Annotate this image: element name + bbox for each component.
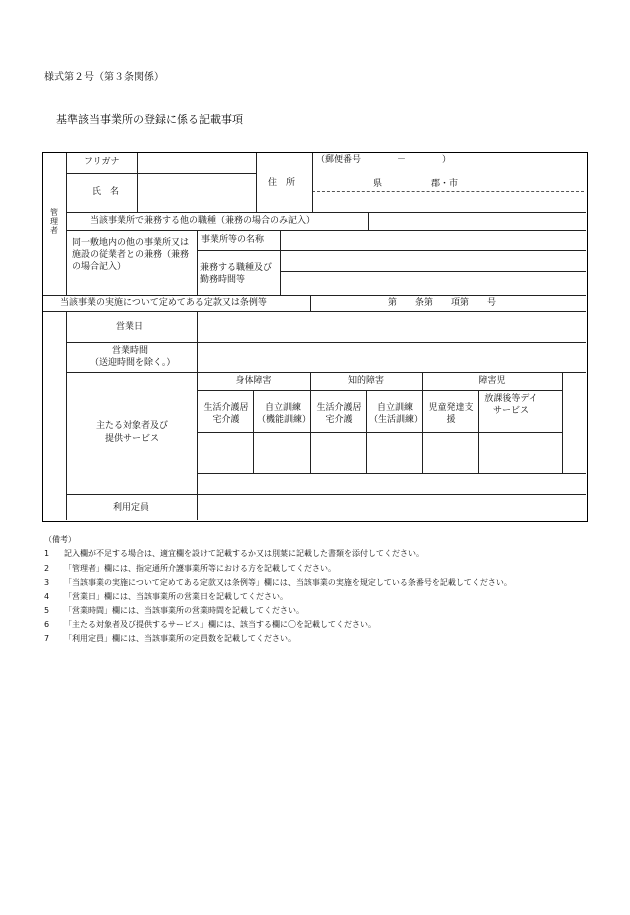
service-functional-training: 自立訓練（機能訓練） [257, 403, 312, 425]
group-physical-disability: 身体障害 [235, 376, 272, 386]
capacity-label: 利用定員 [113, 503, 150, 513]
manager-section-label: 管理者 [50, 208, 58, 235]
table-border [42, 152, 588, 522]
notes-heading: （備考） [44, 535, 76, 544]
form-number: 様式第２号（第３条関係） [44, 72, 164, 83]
city-label: 郡・市 [431, 179, 459, 189]
address-label: 住 所 [268, 178, 296, 188]
service-living-care-1: 生活介護居宅介護 [203, 403, 249, 425]
duty-hours-label: 兼務する職種及び勤務時間等 [200, 263, 273, 285]
regulation-label: 当該事業の実施について定めてある定款又は条例等 [60, 298, 267, 308]
business-hours-label: 営業時間 [112, 346, 149, 356]
service-after-school-day: 放課後等デイサービス [484, 394, 538, 416]
business-days-label: 営業日 [116, 322, 144, 332]
name-label: 氏 名 [92, 187, 120, 197]
note-item-7: 7 「利用定員」欄には、当該事業所の定員数を記載してください。 [44, 634, 296, 643]
furigana-label: フリガナ [84, 157, 120, 167]
group-intellectual-disability: 知的障害 [347, 376, 384, 386]
other-duty-label: 当該事業所で兼務する他の職種（兼務の場合のみ記入） [90, 216, 316, 226]
note-item-5: 5 「営業時間」欄には、当該事業所の営業時間を記載してください。 [44, 606, 304, 615]
note-item-2: 2 「管理者」欄には、指定通所介護事業所等における方を記載してください。 [44, 564, 336, 573]
note-item-1: 1 記入欄が不足する場合は、適宜欄を設けて記載するか又は別葉に記載した書類を添付してください。 [44, 549, 424, 558]
service-life-training: 自立訓練（生活訓練） [369, 403, 424, 425]
target-services-label: 主たる対象者及び提供サービス [95, 421, 168, 444]
note-item-3: 3 「当該事業の実施について定めてある定款又は条例等」欄には、当該事業の実施を規定している条番号を記載してください。 [44, 578, 512, 587]
facility-name-label: 事業所等の名称 [201, 235, 265, 245]
business-hours-note: （送迎時間を除く。） [90, 358, 176, 368]
group-children-disability: 障害児 [478, 376, 506, 386]
note-item-4: 4 「営業日」欄には、当該事業所の営業日を記載してください。 [44, 592, 288, 601]
prefecture-label: 県 [373, 179, 383, 189]
postal-code-label: （郵便番号 － ） [316, 155, 452, 165]
service-living-care-2: 生活介護居宅介護 [316, 403, 362, 425]
service-child-development: 児童発達支援 [428, 403, 474, 425]
nearby-employee-label: 同一敷地内の他の事業所又は施設の従業者との兼務（兼務の場合記入） [72, 238, 190, 272]
note-item-6: 6 「主たる対象者及び提供するサービス」欄には、該当する欄に〇を記載してください。 [44, 620, 376, 629]
form-title: 基準該当事業所の登録に係る記載事項 [56, 113, 243, 126]
regulation-article-label: 第 条第 項第 号 [388, 298, 497, 308]
